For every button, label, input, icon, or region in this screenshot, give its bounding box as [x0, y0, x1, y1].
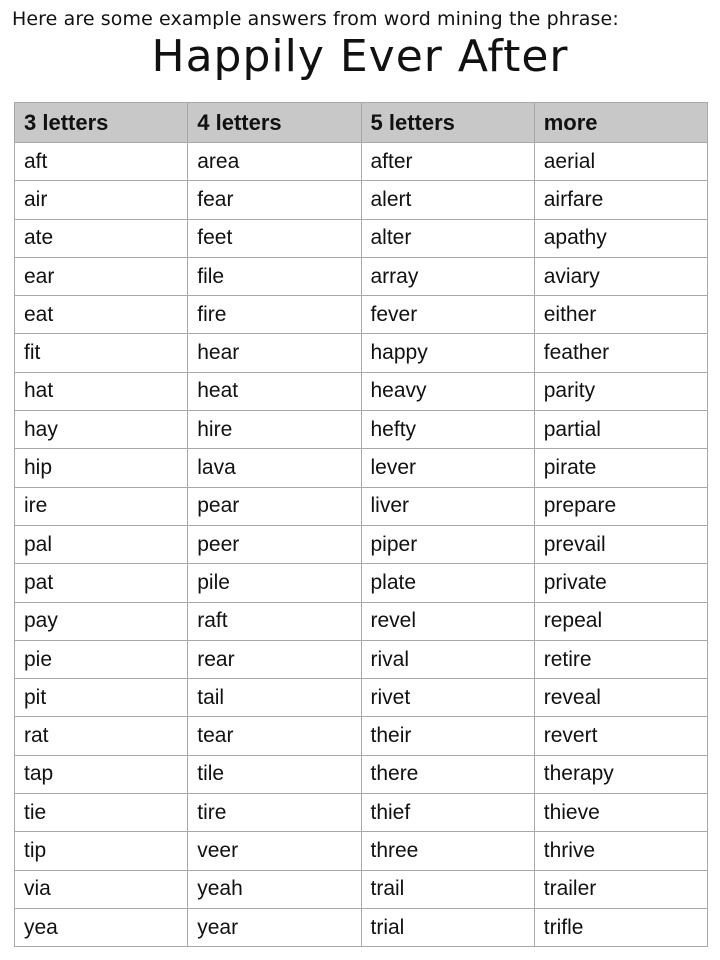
word-cell-three-letters: rat — [15, 717, 188, 755]
word-cell-five-letters: lever — [361, 449, 534, 487]
word-cell-three-letters: air — [15, 181, 188, 219]
word-cell-four-letters: year — [188, 908, 361, 946]
word-cell-four-letters: tile — [188, 755, 361, 793]
word-cell-three-letters: eat — [15, 296, 188, 334]
column-header-three-letters: 3 letters — [15, 103, 188, 143]
word-cell-more: airfare — [534, 181, 707, 219]
word-cell-more: reveal — [534, 679, 707, 717]
word-cell-four-letters: file — [188, 257, 361, 295]
word-cell-five-letters: thief — [361, 794, 534, 832]
table-row — [15, 525, 708, 563]
word-cell-more: repeal — [534, 602, 707, 640]
word-cell-four-letters: fear — [188, 181, 361, 219]
word-cell-three-letters: hay — [15, 411, 188, 449]
word-cell-more: aerial — [534, 143, 707, 181]
table-row — [15, 755, 708, 793]
word-cell-five-letters: hefty — [361, 411, 534, 449]
word-cell-more: revert — [534, 717, 707, 755]
intro-text: Here are some example answers from word mining the phrase: — [12, 8, 619, 30]
word-cell-four-letters: veer — [188, 832, 361, 870]
table-row — [15, 334, 708, 372]
word-cell-five-letters: rivet — [361, 679, 534, 717]
word-cell-more: trailer — [534, 870, 707, 908]
word-cell-more: feather — [534, 334, 707, 372]
word-cell-four-letters: area — [188, 143, 361, 181]
word-cell-four-letters: hear — [188, 334, 361, 372]
word-cell-four-letters: tear — [188, 717, 361, 755]
word-cell-more: pirate — [534, 449, 707, 487]
word-cell-three-letters: yea — [15, 908, 188, 946]
word-cell-three-letters: tap — [15, 755, 188, 793]
table-row — [15, 640, 708, 678]
word-table — [14, 102, 708, 947]
table-row — [15, 908, 708, 946]
table-row — [15, 487, 708, 525]
table-row — [15, 143, 708, 181]
word-cell-more: parity — [534, 372, 707, 410]
word-cell-four-letters: peer — [188, 525, 361, 563]
word-cell-five-letters: trial — [361, 908, 534, 946]
word-cell-three-letters: ate — [15, 219, 188, 257]
column-header-more: more — [534, 103, 707, 143]
table-row — [15, 372, 708, 410]
word-cell-more: partial — [534, 411, 707, 449]
word-cell-more: thrive — [534, 832, 707, 870]
word-cell-five-letters: array — [361, 257, 534, 295]
word-cell-three-letters: hat — [15, 372, 188, 410]
word-cell-five-letters: after — [361, 143, 534, 181]
column-header-five-letters: 5 letters — [361, 103, 534, 143]
word-cell-four-letters: lava — [188, 449, 361, 487]
word-cell-three-letters: pie — [15, 640, 188, 678]
word-cell-more: prepare — [534, 487, 707, 525]
word-cell-four-letters: yeah — [188, 870, 361, 908]
word-cell-five-letters: fever — [361, 296, 534, 334]
table-row — [15, 794, 708, 832]
word-cell-five-letters: rival — [361, 640, 534, 678]
table-row — [15, 411, 708, 449]
word-cell-more: private — [534, 564, 707, 602]
word-cell-three-letters: ire — [15, 487, 188, 525]
word-cell-four-letters: heat — [188, 372, 361, 410]
table-row — [15, 296, 708, 334]
table-row — [15, 449, 708, 487]
word-cell-three-letters: pal — [15, 525, 188, 563]
word-cell-four-letters: pear — [188, 487, 361, 525]
word-cell-five-letters: alter — [361, 219, 534, 257]
table-row — [15, 219, 708, 257]
table-header-row — [15, 103, 708, 143]
table-row — [15, 564, 708, 602]
table-row — [15, 832, 708, 870]
word-cell-four-letters: hire — [188, 411, 361, 449]
word-cell-five-letters: happy — [361, 334, 534, 372]
word-cell-four-letters: raft — [188, 602, 361, 640]
table-body — [15, 143, 708, 947]
word-cell-five-letters: piper — [361, 525, 534, 563]
word-cell-five-letters: heavy — [361, 372, 534, 410]
word-cell-five-letters: revel — [361, 602, 534, 640]
word-cell-more: aviary — [534, 257, 707, 295]
word-cell-four-letters: tire — [188, 794, 361, 832]
word-cell-four-letters: tail — [188, 679, 361, 717]
table-row — [15, 602, 708, 640]
word-cell-three-letters: aft — [15, 143, 188, 181]
column-header-four-letters: 4 letters — [188, 103, 361, 143]
word-cell-five-letters: their — [361, 717, 534, 755]
table-row — [15, 679, 708, 717]
word-cell-five-letters: liver — [361, 487, 534, 525]
word-cell-more: therapy — [534, 755, 707, 793]
word-cell-three-letters: pay — [15, 602, 188, 640]
word-cell-five-letters: plate — [361, 564, 534, 602]
word-cell-three-letters: hip — [15, 449, 188, 487]
word-cell-five-letters: alert — [361, 181, 534, 219]
word-cell-three-letters: tie — [15, 794, 188, 832]
word-cell-more: trifle — [534, 908, 707, 946]
table-row — [15, 717, 708, 755]
table-row — [15, 257, 708, 295]
table-row — [15, 181, 708, 219]
word-cell-more: thieve — [534, 794, 707, 832]
word-cell-five-letters: trail — [361, 870, 534, 908]
word-cell-three-letters: tip — [15, 832, 188, 870]
word-cell-more: apathy — [534, 219, 707, 257]
word-cell-three-letters: fit — [15, 334, 188, 372]
word-cell-three-letters: ear — [15, 257, 188, 295]
word-cell-four-letters: pile — [188, 564, 361, 602]
word-cell-four-letters: feet — [188, 219, 361, 257]
word-cell-more: prevail — [534, 525, 707, 563]
word-cell-four-letters: rear — [188, 640, 361, 678]
word-cell-five-letters: three — [361, 832, 534, 870]
word-cell-more: retire — [534, 640, 707, 678]
word-cell-more: either — [534, 296, 707, 334]
word-cell-three-letters: pit — [15, 679, 188, 717]
word-cell-four-letters: fire — [188, 296, 361, 334]
word-cell-three-letters: via — [15, 870, 188, 908]
word-cell-three-letters: pat — [15, 564, 188, 602]
word-cell-five-letters: there — [361, 755, 534, 793]
page-title: Happily Ever After — [151, 31, 569, 82]
table-row — [15, 870, 708, 908]
